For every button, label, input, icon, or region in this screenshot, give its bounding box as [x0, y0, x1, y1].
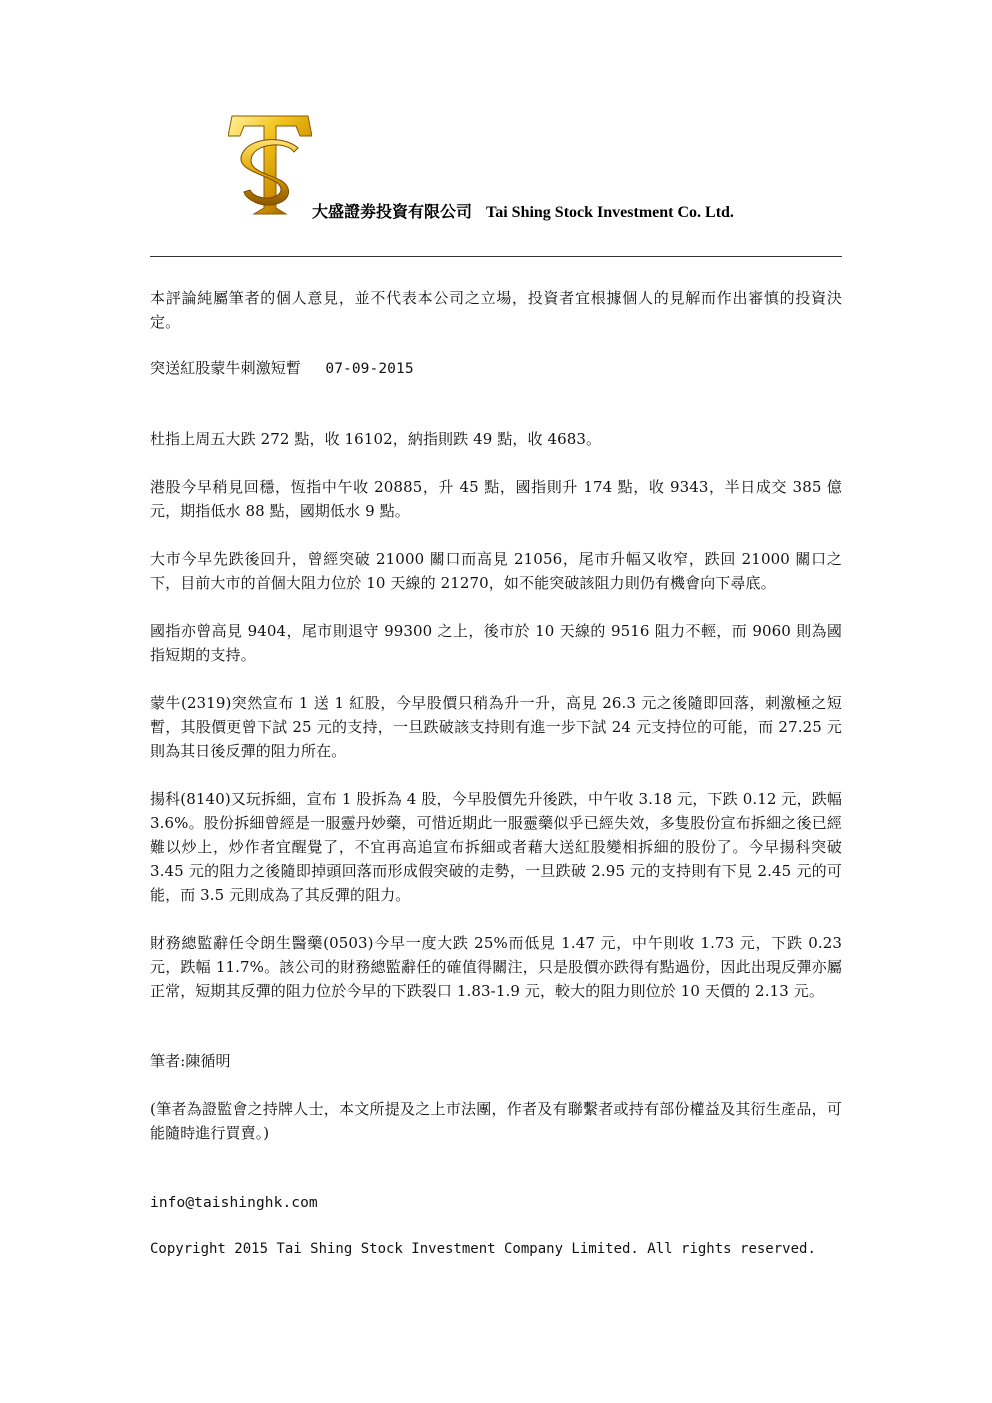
paragraph: 港股今早稍見回穩，恆指中午收 20885，升 45 點，國指則升 174 點，收 9343，半日成交 385 億元，期指低水 88 點，國期低水 9 點。	[150, 478, 842, 520]
company-name	[312, 199, 734, 222]
paragraph: 大市今早先跌後回升，曾經突破 21000 關口而高見 21056，尾市升幅又收窄，跌回 21000 關口之下，目前大市的首個大阻力位於 10 天線的 21270，如不能突破該阻力則仍有機會向下尋底。	[150, 550, 842, 592]
article-body	[150, 286, 842, 1261]
author-disclosure: (筆者為證監會之持牌人士，本文所提及之上市法團，作者及有聯繫者或持有部份權益及其衍生產品，可能隨時進行買賣。)	[150, 1100, 842, 1142]
paragraph: 國指亦曾高見 9404，尾市則退守 99300 之上，後市於 10 天線的 9516 阻力不輕，而 9060 則為國指短期的支持。	[150, 622, 842, 664]
company-name-en: Tai Shing Stock Investment Co. Ltd.	[486, 204, 734, 221]
company-logo-icon	[228, 112, 312, 218]
paragraph: 杜指上周五大跌 272 點，收 16102，納指則跌 49 點，收 4683。	[150, 430, 602, 448]
header-divider	[150, 256, 842, 257]
author: 筆者:陳循明	[150, 1052, 231, 1070]
copyright: Copyright 2015 Tai Shing Stock Investment Company Limited. All rights reserved.	[150, 1241, 816, 1257]
paragraph: 財務總監辭任令朗生醫藥(0503)今早一度大跌 25%而低見 1.47 元，中午則收 1.73 元，下跌 0.23 元，跌幅 11.7%。該公司的財務總監辭任的確值得關注，只是股價亦跌得有點過份，因此出現反彈亦屬正常，短期其反彈的阻力位於今早的下跌裂口 1.83-1.9 元，較大的阻力則位於 10 天價的 2.13 元。	[150, 934, 842, 1000]
article-title: 突送紅股蒙牛刺激短暫	[150, 359, 302, 377]
article-title-line	[150, 356, 842, 381]
article-date: 07-09-2015	[325, 361, 414, 377]
company-name-zh: 大盛證劵投資有限公司	[312, 204, 473, 221]
contact-email[interactable]: info@taishinghk.com	[150, 1195, 318, 1211]
paragraph: 揚科(8140)又玩拆細，宣布 1 股拆為 4 股，今早股價先升後跌，中午收 3.18 元，下跌 0.12 元，跌幅 3.6%。股份拆細曾經是一服靈丹妙藥，可惜近期此一服靈藥似乎已經失效，多隻股份宣布拆細之後已經難以炒上，炒作者宜醒覺了，不宜再高追宣布拆細或者藉大送紅股變相拆細的股份了。今早揚科突破 3.45 元的阻力之後隨即掉頭回落而形成假突破的走勢，一旦跌破 2.95 元的支持則有下見 2.45 元的可能，而 3.5 元則成為了其反彈的阻力。	[150, 790, 842, 904]
disclaimer: 本評論純屬筆者的個人意見，並不代表本公司之立場，投資者宜根據個人的見解而作出審慎的投資決定。	[150, 289, 842, 331]
paragraph: 蒙牛(2319)突然宣布 1 送 1 紅股，今早股價只稍為升一升，高見 26.3 元之後隨即回落，刺激極之短暫，其股價更曾下試 25 元的支持，一旦跌破該支持則有進一步下試 24 元支持位的可能，而 27.25 元則為其日後反彈的阻力所在。	[150, 694, 842, 760]
